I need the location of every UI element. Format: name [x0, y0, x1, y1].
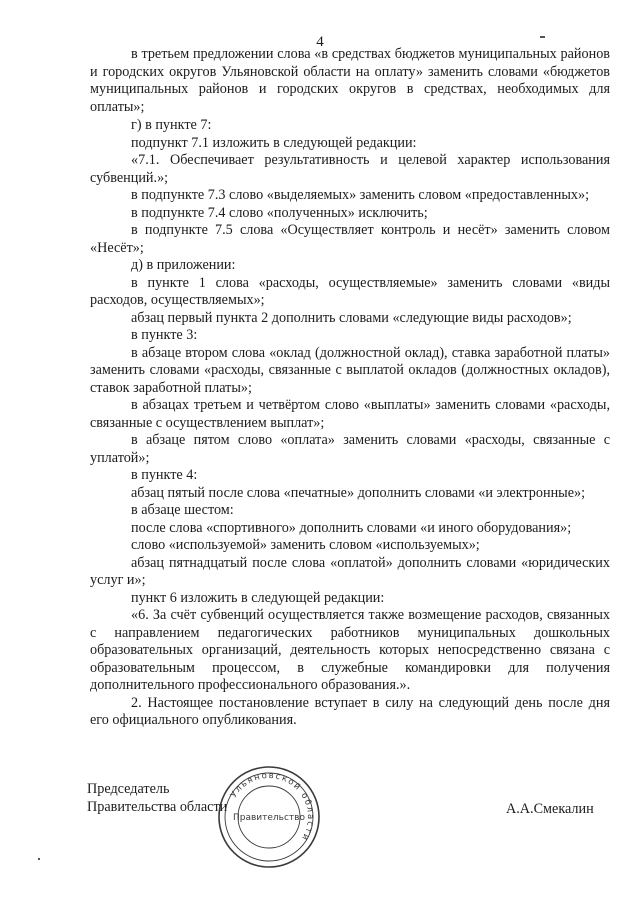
seal-center-text: Правительство — [233, 813, 305, 823]
paragraph: в абзаце пятом слово «оплата» заменить словами «расходы, связанные с уплатой»; — [90, 432, 610, 466]
paragraph: в абзаце шестом: — [131, 502, 234, 518]
document-body — [90, 46, 610, 730]
signatory-title — [87, 780, 227, 816]
scan-speck — [540, 36, 545, 38]
official-seal — [216, 764, 322, 870]
paragraph: пункт 6 изложить в следующей редакции: — [131, 589, 385, 606]
paragraph: г) в пункте 7: — [131, 117, 212, 133]
paragraph: в третьем предложении слова «в средствах бюджетов муниципальных районов и городских округов Ульяновской области на оплату» заменить словами «бюджетов муниципальных районов и городских округов в средствах, необходимых для оплаты»; — [90, 46, 610, 115]
paragraph: в пункте 3: — [131, 327, 198, 343]
paragraph: в подпункте 7.5 слова «Осуществляет контроль и несёт» заменить словом «Несёт»; — [90, 222, 610, 256]
paragraph: в абзацах третьем и четвёртом слово «выплаты» заменить словами «расходы, связанные с осуществлением выплат»; — [90, 397, 610, 431]
paragraph: слово «используемой» заменить словом «используемых»; — [131, 537, 480, 553]
paragraph: в пункте 1 слова «расходы, осуществляемые» заменить словами «виды расходов, осуществляемых»; — [90, 274, 610, 308]
paragraph: абзац пятый после слова «печатные» дополнить словами «и электронные»; — [131, 484, 586, 501]
page-number: 4 — [316, 34, 324, 50]
paragraph: в подпункте 7.3 слово «выделяемых» заменить словом «предоставленных»; — [131, 187, 590, 203]
paragraph: «7.1. Обеспечивает результативность и целевой характер использования субвенций.»; — [90, 152, 610, 186]
paragraph: абзац первый пункта 2 дополнить словами «следующие виды расходов»; — [131, 309, 572, 326]
paragraph: абзац пятнадцатый после слова «оплатой» дополнить словами «юридических услуг и»; — [90, 554, 610, 588]
paragraph: в подпункте 7.4 слово «полученных» исключить; — [131, 204, 428, 221]
paragraph: в пункте 4: — [131, 467, 198, 483]
seal-ring-text: Ульяновской области — [228, 770, 316, 843]
paragraph: д) в приложении: — [131, 257, 236, 273]
signatory-title-line: Правительства области — [87, 799, 228, 815]
paragraph: в абзаце втором слова «оклад (должностной оклад), ставка заработной платы» заменить словами «расходы, связанные с выплатой окладов (должностных окладов), ставок заработной платы»; — [90, 344, 610, 396]
paragraph: после слова «спортивного» дополнить словами «и иного оборудования»; — [131, 519, 572, 536]
scan-speck — [38, 858, 40, 860]
signatory-title-line: Председатель — [87, 781, 170, 797]
signatory-name: А.А.Смекалин — [506, 801, 594, 817]
paragraph: подпункт 7.1 изложить в следующей редакции: — [131, 134, 417, 151]
paragraph: 2. Настоящее постановление вступает в силу на следующий день после дня его официального опубликования. — [90, 694, 610, 728]
paragraph: «6. За счёт субвенций осуществляется также возмещение расходов, связанных с направлением педагогических работников муниципальных дошкольных образовательных организаций, деятельность которых непосредственно связана с образовательным процессом, в служебные командировки для получения дополнительного профессионального образования.». — [90, 607, 610, 693]
